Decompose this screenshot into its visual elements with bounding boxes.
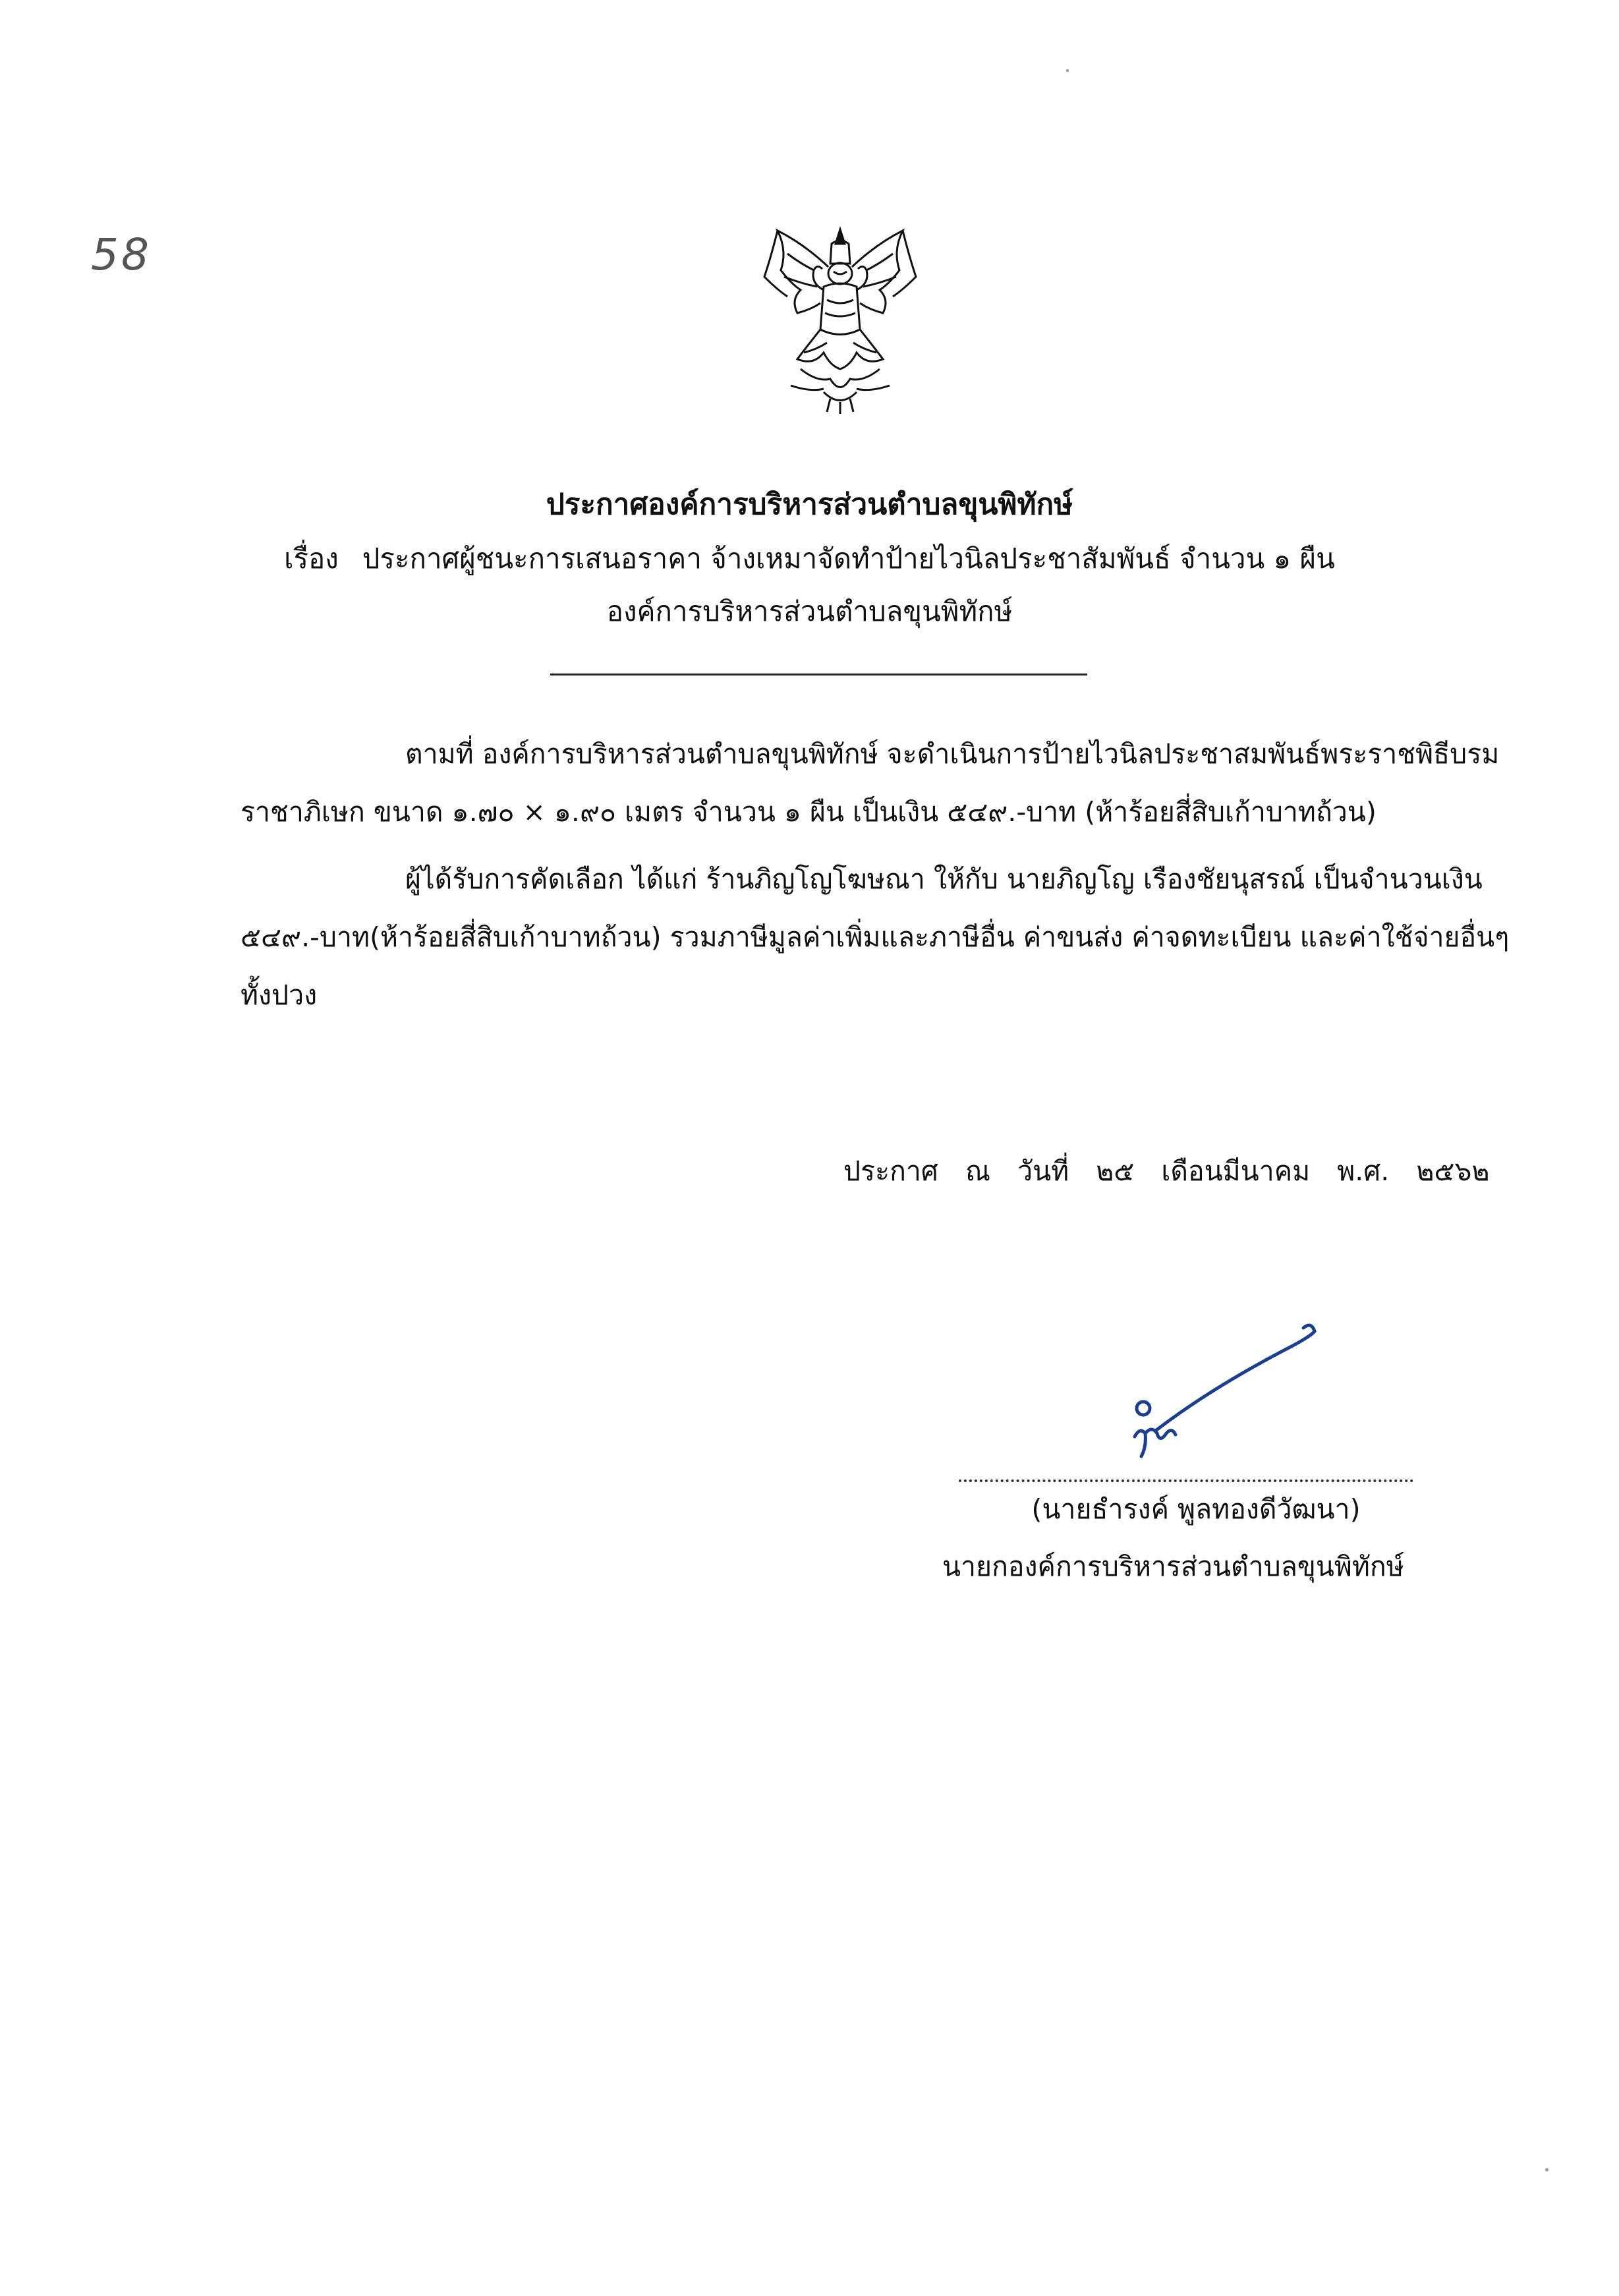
date-day: ๒๕ xyxy=(1096,1155,1135,1187)
scan-speck xyxy=(1066,69,1069,72)
paragraph-1 xyxy=(241,725,1512,841)
announcement-date xyxy=(843,1150,1508,1193)
signatory-name: (นายธำรงค์ พูลทองดีวัฒนา) xyxy=(1031,1493,1361,1525)
date-announce: ประกาศ xyxy=(843,1155,938,1187)
handwritten-signature xyxy=(1094,1315,1331,1486)
header-divider xyxy=(550,674,1087,675)
subject-line xyxy=(0,537,1619,581)
subject-line-2: องค์การบริหารส่วนตำบลขุนพิทักษ์ xyxy=(606,595,1013,627)
date-day-label: วันที่ xyxy=(1017,1155,1069,1187)
subject-text: ประกาศผู้ชนะการเสนอราคา จ้างเหมาจัดทำป้ายไวนิลประชาสัมพันธ์ จำนวน ๑ ผืน xyxy=(362,542,1335,575)
date-at: ณ xyxy=(965,1155,991,1187)
announcement-title: ประกาศองค์การบริหารส่วนตำบลขุนพิทักษ์ xyxy=(546,488,1073,521)
date-year: ๒๕๖๒ xyxy=(1416,1155,1490,1187)
scan-speck xyxy=(1545,2168,1548,2171)
garuda-emblem-icon xyxy=(751,217,929,415)
paragraph-2-line-1: ผู้ได้รับการคัดเลือก ได้แก่ ร้านภิญโญโฆษณา ให้กับ นายภิญโญ เรืองชัยนุสรณ์ เป็นจำนวนเงิน xyxy=(405,863,1483,895)
paragraph-2 xyxy=(241,850,1512,1024)
subject-label: เรื่อง xyxy=(284,542,339,575)
paragraph-1-line-1: ตามที่ องค์การบริหารส่วนตำบลขุนพิทักษ์ จะดำเนินการป้ายไวนิลประชาสมพันธ์พระราชพิธีบรม xyxy=(405,738,1500,770)
paragraph-2-line-3: ทั้งปวง xyxy=(241,979,318,1011)
page-number: 58 xyxy=(91,229,152,280)
signature-line xyxy=(959,1479,1413,1482)
signatory-position: นายกองค์การบริหารส่วนตำบลขุนพิทักษ์ xyxy=(942,1551,1404,1582)
paragraph-2-line-2: ๕๔๙.-บาท(ห้าร้อยสี่สิบเก้าบาทถ้วน) รวมภาษีมูลค่าเพิ่มและภาษีอื่น ค่าขนส่ง ค่าจดทะเบียน และค่าใช้จ่ายอื่นๆ xyxy=(241,921,1510,953)
paragraph-1-line-2: ราชาภิเษก ขนาด ๑.๗๐ × ๑.๙๐ เมตร จำนวน ๑ ผืน เป็นเงิน ๕๔๙.-บาท (ห้าร้อยสี่สิบเก้าบาทถ้วน) xyxy=(241,796,1377,828)
date-year-label: พ.ศ. xyxy=(1337,1155,1390,1187)
date-month: เดือนมีนาคม xyxy=(1161,1155,1311,1187)
